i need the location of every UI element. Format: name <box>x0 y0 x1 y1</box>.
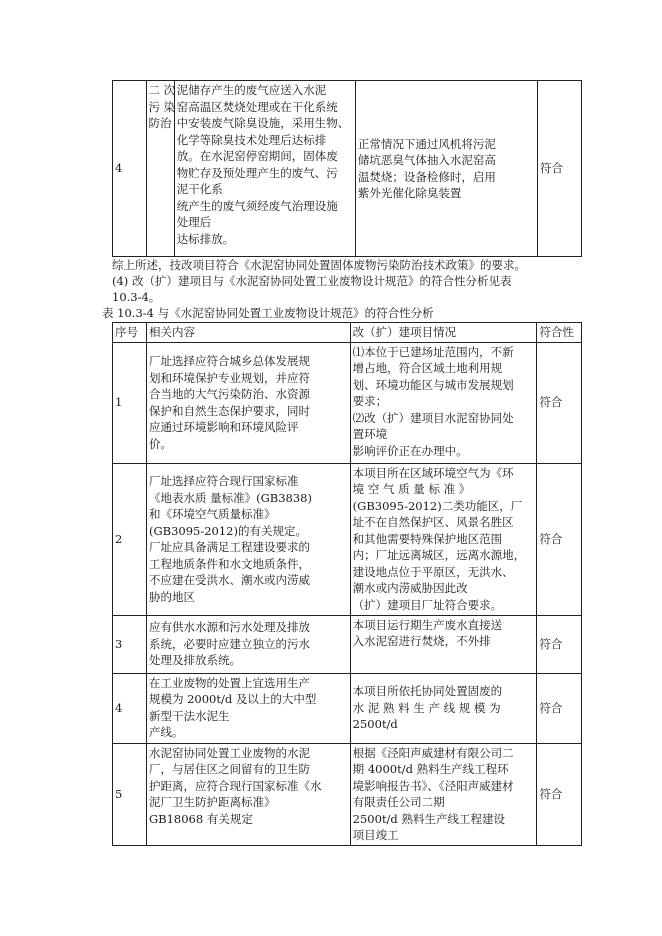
table-row <box>113 81 582 257</box>
status-cell: 本项目所依托协同处置固废的 水 泥 熟 料 生 产 线 规 模 为 2500t/d <box>350 673 537 743</box>
requirement-cell: 厂址选择应符合城乡总体发展规 划和环境保护专业规划，并应符 合当地的大气污染防治、水资源 保护和自然生态保护要求，同时 应通过环境影响和环境风险评 价。 <box>146 342 350 463</box>
result-cell: 符合 <box>538 81 582 257</box>
status-cell: 正常情况下通过风机将污泥 储坑恶臭气体抽入水泥窑高 温焚烧；设备检修时，启用 紫外光催化除臭装置 <box>355 81 537 257</box>
table-row <box>113 342 582 463</box>
result-cell: 符合 <box>537 342 582 463</box>
row-number: 1 <box>113 342 147 463</box>
status-cell: 本项目运行期生产废水直接送 入水泥窑进行焚烧，不外排 <box>350 615 537 673</box>
table-row <box>113 743 582 845</box>
table-row <box>113 463 582 615</box>
header-requirement: 相关内容 <box>146 323 350 343</box>
row-number: 3 <box>113 615 147 673</box>
status-cell: ⑴本位于已建场址范围内，不新 增占地，符合区域土地利用规 划、环境功能区与城市发展规划 要求； ⑵改（扩）建项目水泥窑协同处 置环境 影响评价正在办理中。 <box>350 342 537 463</box>
top-table <box>112 80 582 257</box>
table-row <box>113 673 582 743</box>
requirement-cell: 泥储存产生的废气应送入水泥 窑高温区焚烧处理或在干化系统 中安装废气除臭设施，采用生物、 化学等除臭技术处理后达标排 放。在水泥窑停窑期间，固体废 物贮存及预处理产生的废气、污 泥干化系 统产生的废气须经废气治理设施 处理后 达标排放。 <box>174 81 355 257</box>
summary-line-3: 10.3-4。 <box>112 290 161 304</box>
table-row <box>113 615 582 673</box>
category-cell: 二 次 污 染 防治 <box>146 81 174 257</box>
requirement-cell: 厂址选择应符合现行国家标准 《地表水质 量标准》(GB3838) 和《环境空气质量标准》 (GB3095-2012)的有关规定。 厂址应具备满足工程建设要求的 工程地质条件和水文地质条件， 不应建在受洪水、潮水或内涝威 胁的地区 <box>146 463 350 615</box>
compliance-table <box>112 322 582 846</box>
status-cell: 本项目所在区域环境空气为《环 境 空 气 质 量 标 准 》 (GB3095-2012)二类功能区，厂 址不在自然保护区、风景名胜区 和其他需要特殊保护地区范围 内；厂址远离城区，远离水源地， 建设地点位于平原区，无洪水、 潮水或内涝威胁因此改 （扩）建项目厂址符合要求。 <box>350 463 537 615</box>
header-result: 符合性 <box>537 323 582 343</box>
header-status: 改（扩）建项目情况 <box>350 323 537 343</box>
row-number: 4 <box>113 81 147 257</box>
result-cell: 符合 <box>537 463 582 615</box>
summary-line-2: (4) 改（扩）建项目与《水泥窑协同处置工业废物设计规范》的符合性分析见表 <box>112 274 512 288</box>
summary-line-1: 综上所述，技改项目符合《水泥窑协同处置固体废物污染防治技术政策》的要求。 <box>112 258 526 272</box>
requirement-cell: 应有供水水源和污水处理及排放 系统，必要时应建立独立的污水 处理及排放系统。 <box>146 615 350 673</box>
row-number: 5 <box>113 743 147 845</box>
result-cell: 符合 <box>537 615 582 673</box>
status-cell: 根据《泾阳声威建材有限公司二 期 4000t/d 熟料生产线工程环 境影响报告书》、《泾阳声威建材 有限责任公司二期 2500t/d 熟料生产线工程建设 项目竣工 <box>350 743 537 845</box>
result-cell: 符合 <box>537 673 582 743</box>
requirement-cell: 在工业废物的处置上宜选用生产 规模为 2000t/d 及以上的大中型 新型干法水泥生 产线。 <box>146 673 350 743</box>
row-number: 4 <box>113 673 147 743</box>
row-number: 2 <box>113 463 147 615</box>
result-cell: 符合 <box>537 743 582 845</box>
table-caption: 表 10.3-4 与《水泥窑协同处置工业废物设计规范》的符合性分析 <box>102 306 434 320</box>
header-no: 序号 <box>113 323 147 343</box>
requirement-cell: 水泥窑协同处置工业废物的水泥 厂，与居住区之间留有的卫生防 护距离，应符合现行国家标准《水 泥厂卫生防护距离标准》 GB18068 有关规定 <box>146 743 350 845</box>
header-row <box>113 323 582 343</box>
